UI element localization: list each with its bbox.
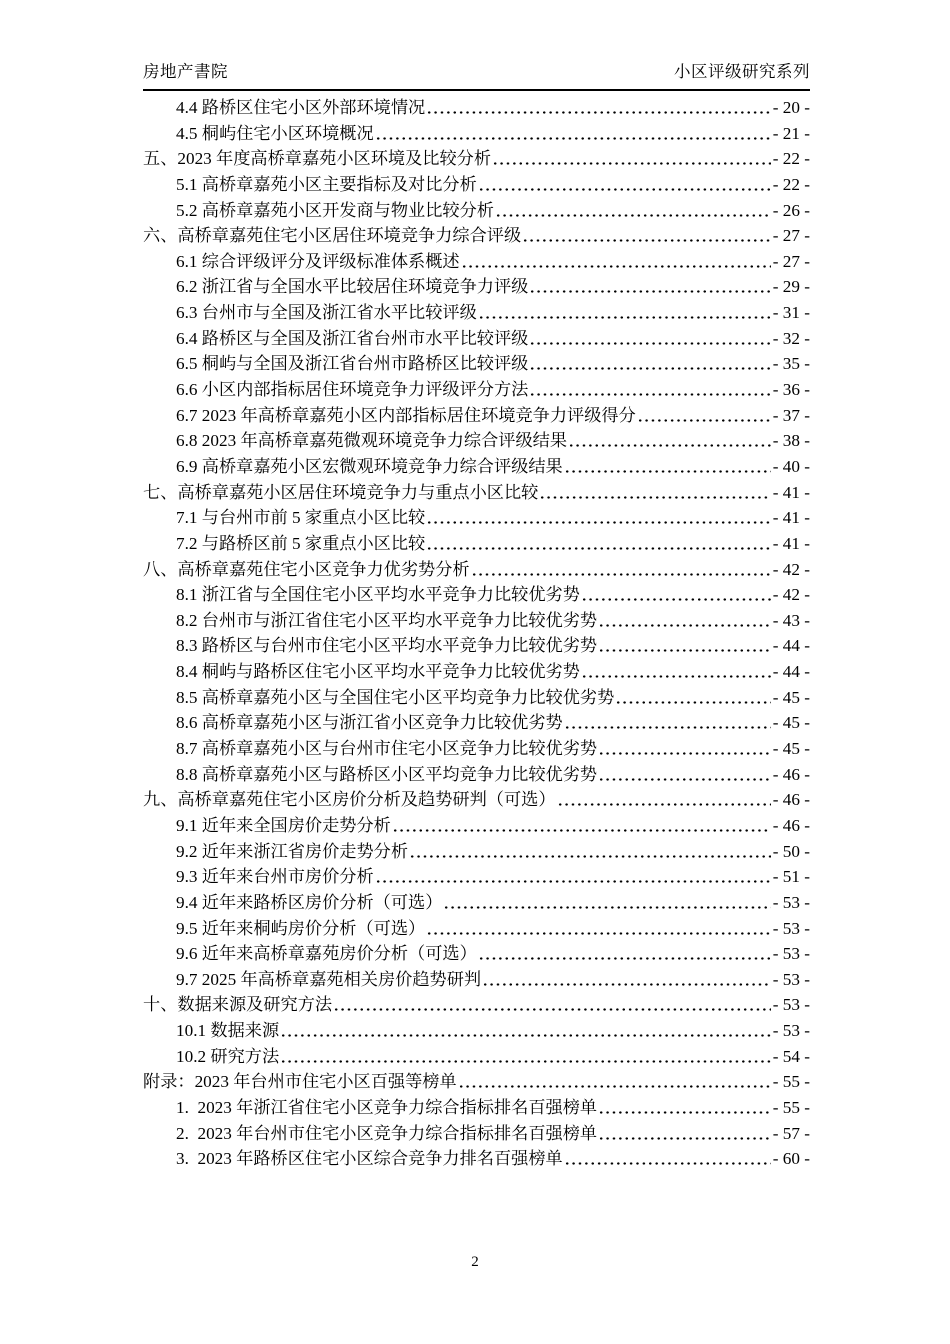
leader-dots (539, 480, 770, 506)
toc-entry-page: - 41 - (772, 508, 810, 528)
leader-dots (280, 1018, 771, 1044)
toc-entry-page: - 45 - (772, 687, 810, 707)
toc-entry-page: - 41 - (772, 533, 810, 553)
toc-entry-label: 8.5 高桥章嘉苑小区与全国住宅小区平均竞争力比较优劣势 (176, 687, 615, 707)
toc-entry (143, 428, 810, 454)
page-footer (0, 1254, 950, 1271)
toc-entry-label: 5.2 高桥章嘉苑小区开发商与物业比较分析 (176, 200, 494, 220)
toc-entry-label: 十、数据来源及研究方法 (143, 995, 333, 1015)
leader-dots (426, 531, 771, 557)
toc-entry (143, 1121, 810, 1147)
footer-page-number: 2 (471, 1254, 479, 1270)
toc-entry-label: 5.1 高桥章嘉苑小区主要指标及对比分析 (176, 174, 477, 194)
toc-entry-page: - 53 - (772, 944, 810, 964)
toc-entry (143, 1146, 810, 1172)
toc-entry-label: 6.1 综合评级评分及评级标准体系概述 (176, 251, 460, 271)
toc-entry-page: - 22 - (772, 149, 810, 169)
toc-entry-page: - 31 - (772, 303, 810, 323)
toc-entry-page: - 40 - (772, 456, 810, 476)
header-right-title: 小区评级研究系列 (674, 63, 810, 81)
toc-entry-page: - 53 - (772, 1021, 810, 1041)
toc-entry (143, 916, 810, 942)
toc-entry-page: - 53 - (772, 969, 810, 989)
toc-entry (143, 608, 810, 634)
toc-entry-page: - 27 - (772, 226, 810, 246)
toc-entry-page: - 42 - (772, 585, 810, 605)
toc-entry-label: 3. 2023 年路桥区住宅小区综合竞争力排名百强榜单 (176, 1149, 563, 1169)
toc-entry (143, 1069, 810, 1095)
toc-entry-page: - 22 - (772, 174, 810, 194)
toc-entry-label: 6.5 桐屿与全国及浙江省台州市路桥区比较评级 (176, 354, 529, 374)
toc-entry-label: 八、高桥章嘉苑住宅小区竞争力优劣势分析 (143, 559, 470, 579)
leader-dots (615, 685, 770, 711)
toc-entry-label: 6.2 浙江省与全国水平比较居住环境竞争力评级 (176, 277, 529, 297)
page-header (143, 58, 810, 91)
toc-entry (143, 582, 810, 608)
toc-entry (143, 95, 810, 121)
toc-entry (143, 557, 810, 583)
toc-entry (143, 274, 810, 300)
toc-entry (143, 300, 810, 326)
toc-entry (143, 198, 810, 224)
toc-entry (143, 787, 810, 813)
toc-entry-label: 6.9 高桥章嘉苑小区宏微观环境竞争力综合评级结果 (176, 456, 563, 476)
leader-dots (637, 403, 771, 429)
toc-entry-page: - 53 - (772, 918, 810, 938)
toc-entry-page: - 26 - (772, 200, 810, 220)
toc-entry-label: 8.8 高桥章嘉苑小区与路桥区小区平均竞争力比较优劣势 (176, 764, 598, 784)
toc-entry (143, 531, 810, 557)
toc-entry (143, 736, 810, 762)
toc-entry-page: - 37 - (772, 405, 810, 425)
leader-dots (598, 1095, 771, 1121)
toc-entry-page: - 38 - (772, 431, 810, 451)
leader-dots (443, 890, 770, 916)
leader-dots (478, 941, 771, 967)
toc-entry (143, 1044, 810, 1070)
leader-dots (529, 377, 770, 403)
toc-entry-page: - 21 - (772, 123, 810, 143)
toc-entry-page: - 29 - (772, 277, 810, 297)
toc-entry-label: 8.7 高桥章嘉苑小区与台州市住宅小区竞争力比较优劣势 (176, 739, 598, 759)
toc-entry (143, 967, 810, 993)
toc-entry-label: 2. 2023 年台州市住宅小区竞争力综合指标排名百强榜单 (176, 1123, 598, 1143)
toc-entry-page: - 55 - (772, 1097, 810, 1117)
toc-entry-page: - 43 - (772, 610, 810, 630)
toc-entry-page: - 45 - (772, 739, 810, 759)
toc-entry-label: 五、2023 年度高桥章嘉苑小区环境及比较分析 (143, 149, 492, 169)
leader-dots (564, 710, 771, 736)
toc-entry-label: 8.2 台州市与浙江省住宅小区平均水平竞争力比较优劣势 (176, 610, 598, 630)
toc-list (143, 95, 810, 1172)
leader-dots (461, 249, 771, 275)
toc-entry (143, 403, 810, 429)
leader-dots (598, 633, 771, 659)
toc-entry-page: - 46 - (772, 815, 810, 835)
toc-entry-page: - 35 - (772, 354, 810, 374)
toc-entry-label: 10.2 研究方法 (176, 1046, 280, 1066)
toc-entry-label: 4.4 路桥区住宅小区外部环境情况 (176, 98, 426, 117)
leader-dots (458, 1069, 771, 1095)
toc-entry (143, 659, 810, 685)
leader-dots (495, 198, 771, 224)
toc-entry-label: 8.1 浙江省与全国住宅小区平均水平竞争力比较优劣势 (176, 585, 580, 605)
toc-entry-page: - 46 - (772, 790, 810, 810)
leader-dots (557, 787, 771, 813)
toc-entry-page: - 44 - (772, 662, 810, 682)
leader-dots (564, 1146, 771, 1172)
toc-entry (143, 377, 810, 403)
toc-entry-label: 七、高桥章嘉苑小区居住环境竞争力与重点小区比较 (143, 482, 539, 502)
toc-entry-page: - 60 - (772, 1149, 810, 1169)
toc-entry (143, 172, 810, 198)
toc-entry (143, 941, 810, 967)
toc-entry-page: - 45 - (772, 713, 810, 733)
toc-entry-page: - 44 - (772, 636, 810, 656)
toc-entry-label: 附录：2023 年台州市住宅小区百强等榜单 (143, 1072, 457, 1092)
leader-dots (478, 172, 771, 198)
toc-entry (143, 223, 810, 249)
toc-entry-page: - 27 - (772, 251, 810, 271)
toc-entry (143, 505, 810, 531)
toc-entry (143, 326, 810, 352)
leader-dots (482, 967, 771, 993)
leader-dots (426, 505, 771, 531)
leader-dots (280, 1044, 771, 1070)
toc-entry-page: - 41 - (772, 482, 810, 502)
toc-entry-label: 6.6 小区内部指标居住环境竞争力评级评分方法 (176, 380, 529, 400)
leader-dots (426, 95, 771, 121)
toc-entry (143, 454, 810, 480)
toc-entry-page: - 54 - (772, 1046, 810, 1066)
toc-entry-page: - 53 - (772, 892, 810, 912)
toc-entry (143, 480, 810, 506)
leader-dots (522, 223, 771, 249)
toc-entry (143, 710, 810, 736)
toc-entry-label: 9.5 近年来桐屿房价分析（可选） (176, 918, 426, 938)
toc-entry-page: - 32 - (772, 328, 810, 348)
toc-entry-label: 9.6 近年来高桥章嘉苑房价分析（可选） (176, 944, 477, 964)
toc-entry-page: - 42 - (772, 559, 810, 579)
toc-entry-label: 8.3 路桥区与台州市住宅小区平均水平竞争力比较优劣势 (176, 636, 598, 656)
toc-entry-label: 4.5 桐屿住宅小区环境概况 (176, 123, 374, 143)
toc-entry-page: - 36 - (772, 380, 810, 400)
toc-entry-label: 九、高桥章嘉苑住宅小区房价分析及趋势研判（可选） (143, 790, 556, 810)
toc-entry-label: 9.4 近年来路桥区房价分析（可选） (176, 892, 443, 912)
leader-dots (492, 146, 771, 172)
toc-entry-page: - 51 - (772, 867, 810, 887)
toc-entry-label: 6.3 台州市与全国及浙江省水平比较评级 (176, 303, 477, 323)
header-left-title: 房地产書院 (143, 63, 228, 81)
toc-entry-label: 1. 2023 年浙江省住宅小区竞争力综合指标排名百强榜单 (176, 1097, 598, 1117)
leader-dots (564, 454, 771, 480)
leader-dots (598, 608, 771, 634)
toc-entry-label: 7.2 与路桥区前 5 家重点小区比较 (176, 533, 426, 553)
toc-entry (143, 890, 810, 916)
leader-dots (409, 839, 771, 865)
toc-entry (143, 633, 810, 659)
toc-entry-page: - 46 - (772, 764, 810, 784)
leader-dots (568, 428, 771, 454)
toc-entry-page: - 57 - (772, 1123, 810, 1143)
toc-entry-page: - 20 - (772, 98, 810, 117)
toc-entry (143, 1018, 810, 1044)
toc-entry (143, 839, 810, 865)
toc-entry-label: 7.1 与台州市前 5 家重点小区比较 (176, 508, 426, 528)
toc-entry (143, 351, 810, 377)
toc-entry-label: 9.7 2025 年高桥章嘉苑相关房价趋势研判 (176, 969, 482, 989)
toc-entry-label: 6.7 2023 年高桥章嘉苑小区内部指标居住环境竞争力评级得分 (176, 405, 636, 425)
leader-dots (392, 813, 771, 839)
toc-entry-label: 10.1 数据来源 (176, 1021, 280, 1041)
toc-entry (143, 685, 810, 711)
leader-dots (529, 326, 770, 352)
leader-dots (478, 300, 771, 326)
toc-entry-label: 6.8 2023 年高桥章嘉苑微观环境竞争力综合评级结果 (176, 431, 568, 451)
toc-entry (143, 121, 810, 147)
leader-dots (471, 557, 771, 583)
leader-dots (529, 351, 770, 377)
leader-dots (333, 992, 771, 1018)
toc-entry (143, 992, 810, 1018)
leader-dots (581, 582, 771, 608)
toc-entry-label: 8.6 高桥章嘉苑小区与浙江省小区竞争力比较优劣势 (176, 713, 563, 733)
toc-entry-page: - 53 - (772, 995, 810, 1015)
toc-entry (143, 146, 810, 172)
leader-dots (375, 864, 771, 890)
toc-entry-label: 6.4 路桥区与全国及浙江省台州市水平比较评级 (176, 328, 529, 348)
toc-entry-page: - 50 - (772, 841, 810, 861)
leader-dots (375, 121, 771, 147)
toc-entry-label: 8.4 桐屿与路桥区住宅小区平均水平竞争力比较优劣势 (176, 662, 580, 682)
toc-entry (143, 864, 810, 890)
leader-dots (426, 916, 771, 942)
toc-entry (143, 813, 810, 839)
leader-dots (581, 659, 771, 685)
leader-dots (598, 762, 771, 788)
leader-dots (598, 736, 771, 762)
leader-dots (529, 274, 770, 300)
toc-entry (143, 762, 810, 788)
toc-entry (143, 249, 810, 275)
toc-entry-label: 六、高桥章嘉苑住宅小区居住环境竞争力综合评级 (143, 226, 522, 246)
toc-entry (143, 1095, 810, 1121)
toc-entry-label: 9.2 近年来浙江省房价走势分析 (176, 841, 409, 861)
toc-entry-page: - 55 - (772, 1072, 810, 1092)
leader-dots (598, 1121, 771, 1147)
toc-entry-label: 9.3 近年来台州市房价分析 (176, 867, 374, 887)
toc-entry-label: 9.1 近年来全国房价走势分析 (176, 815, 391, 835)
